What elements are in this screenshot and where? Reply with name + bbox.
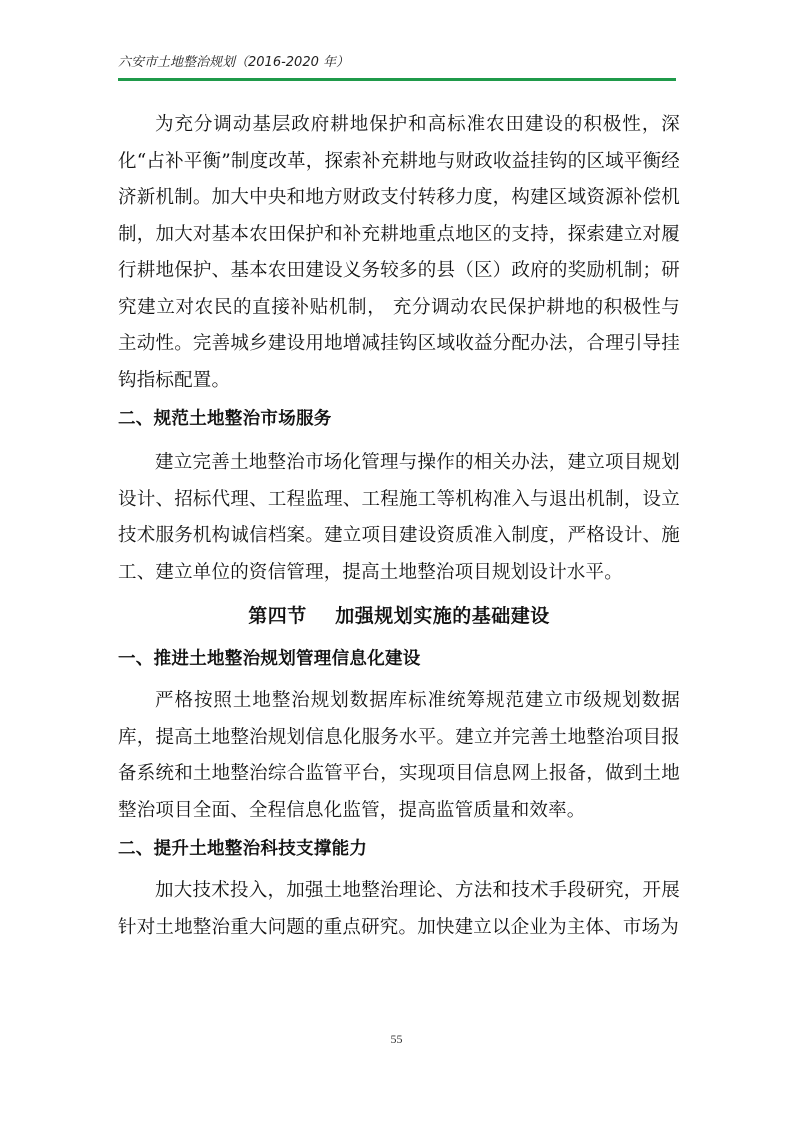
- subsection-heading: 二、提升土地整治科技支撑能力: [118, 839, 368, 859]
- section-title: 第四节 加强规划实施的基础建设: [248, 605, 550, 627]
- document-body: [118, 107, 680, 946]
- page-number: 55: [390, 1032, 403, 1046]
- header-title: 六安市土地整治规划（2016-2020 年）: [118, 55, 349, 70]
- body-paragraph: 严格按照土地整治规划数据库标准统筹规范建立市级规划数据库，提高土地整治规划信息化服务水平。建立并完善土地整治项目报备系统和土地整治综合监管平台，实现项目信息网上报备，做到土地整治项目全面、全程信息化监管，提高监管质量和效率。: [118, 690, 680, 821]
- page-header: [118, 54, 678, 78]
- subsection-heading: 一、推进土地整治规划管理信息化建设: [118, 649, 421, 669]
- body-paragraph: 为充分调动基层政府耕地保护和高标准农田建设的积极性，深化“占补平衡”制度改革，探索补充耕地与财政收益挂钩的区域平衡经济新机制。加大中央和地方财政支付转移力度，构建区域资源补偿机制，加大对基本农田保护和补充耕地重点地区的支持，探索建立对履行耕地保护、基本农田建设义务较多的县（区）政府的奖励机制；研究建立对农民的直接补贴机制， 充分调动农民保护耕地的积极性与主动性。完善城乡建设用地增减挂钩区域收益分配办法，合理引导挂钩指标配置。: [118, 114, 680, 391]
- subsection-heading: 二、规范土地整治市场服务: [118, 409, 332, 429]
- header-rule: [118, 78, 676, 81]
- body-paragraph: 加大技术投入，加强土地整治理论、方法和技术手段研究，开展针对土地整治重大问题的重点研究。加快建立以企业为主体、市场为: [118, 880, 680, 938]
- body-paragraph: 建立完善土地整治市场化管理与操作的相关办法，建立项目规划设计、招标代理、工程监理、工程施工等机构准入与退出机制，设立技术服务机构诚信档案。建立项目建设资质准入制度，严格设计、施工、建立单位的资信管理，提高土地整治项目规划设计水平。: [118, 452, 680, 583]
